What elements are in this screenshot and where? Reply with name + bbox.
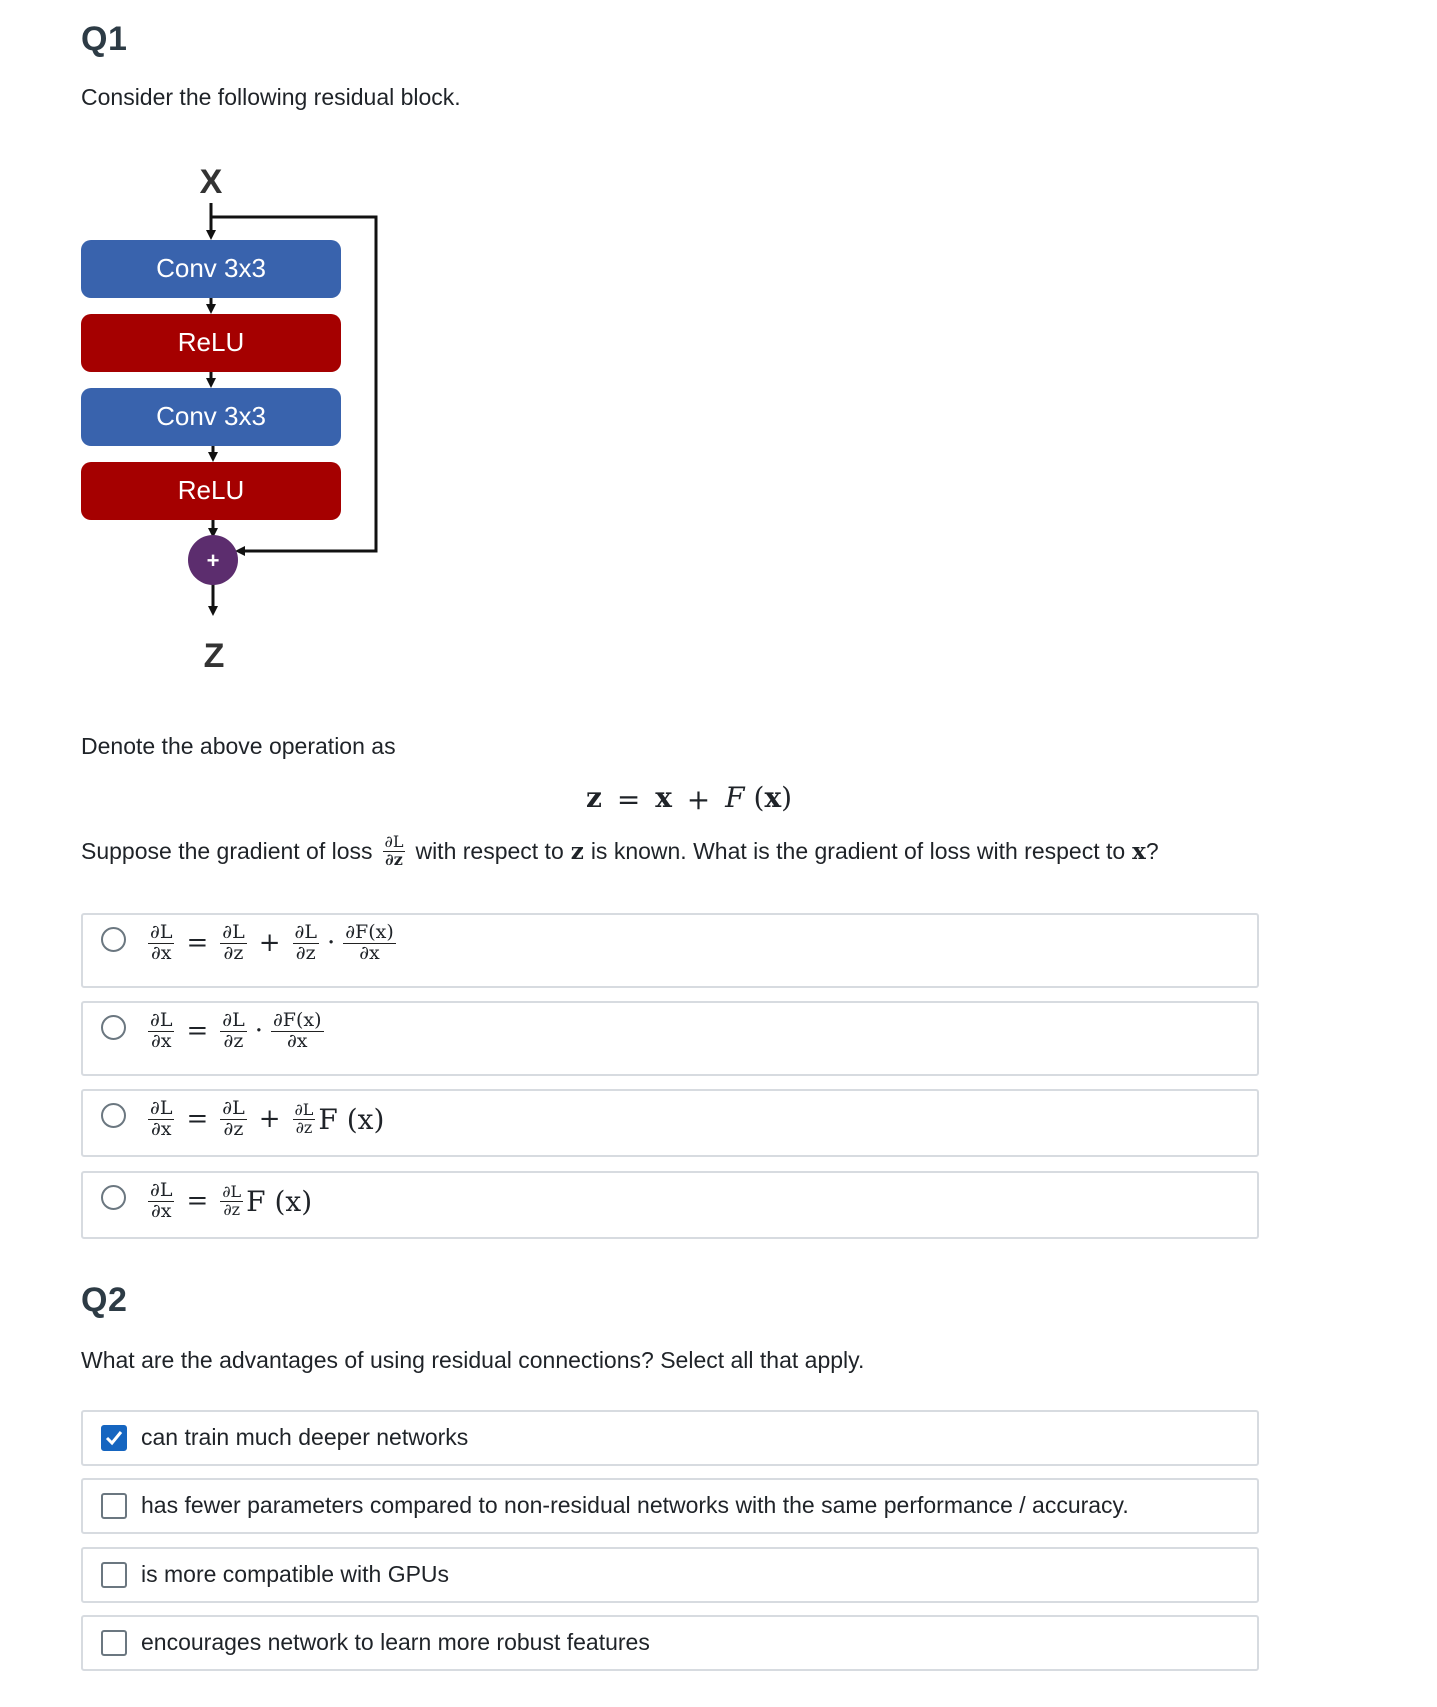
frac-den: ∂x: [150, 1029, 172, 1052]
frac-den: ∂z: [223, 1029, 244, 1052]
eq-lparen: (: [753, 781, 765, 814]
block-conv-2: [81, 388, 341, 446]
frac-num: ∂L: [150, 921, 173, 943]
residual-block-diagram: [70, 165, 400, 725]
q1-denote: Denote the above operation as: [81, 733, 396, 759]
block-relu-1-label: ReLU: [177, 327, 245, 357]
q1-question-x: x: [1132, 837, 1146, 865]
q2-question: What are the advantages of using residual connections? Select all that apply.: [81, 1347, 865, 1373]
sum-node: [188, 535, 238, 585]
frac-num: ∂L: [150, 1009, 173, 1031]
frac-num: ∂L: [222, 921, 245, 943]
plus-sign: +: [258, 928, 281, 959]
option-formula: [145, 1011, 327, 1052]
checkbox-checked[interactable]: [101, 1425, 127, 1451]
frac-num: ∂L: [294, 921, 317, 943]
frac-den: ∂z: [385, 849, 403, 869]
q1-question-frac: [383, 834, 406, 869]
dot-sign: ·: [254, 1016, 263, 1047]
q2-option-1[interactable]: [81, 1410, 1259, 1466]
radio-button[interactable]: [101, 927, 126, 952]
frac-num: ∂F(x): [345, 921, 394, 943]
frac-num: ∂L: [294, 1100, 314, 1120]
block-relu-1: [81, 314, 341, 372]
plus-sign: +: [258, 1104, 281, 1135]
frac-den: ∂x: [150, 1117, 172, 1140]
q1-option-2[interactable]: [81, 1001, 1259, 1076]
frac-den: ∂x: [150, 1199, 172, 1222]
frac-den: ∂x: [150, 941, 172, 964]
q2-option-4[interactable]: [81, 1615, 1259, 1671]
option-label: can train much deeper networks: [141, 1424, 469, 1450]
frac-den: ∂z: [295, 941, 316, 964]
eq-rparen: ): [781, 781, 793, 814]
frac-den: ∂z: [223, 941, 244, 964]
eq-F: F: [725, 781, 745, 814]
dot-sign: ·: [326, 928, 336, 959]
q1-question-end: ?: [1145, 837, 1159, 864]
equals-sign: =: [186, 928, 209, 959]
q1-question-before: Suppose the gradient of loss: [81, 837, 373, 864]
frac-num: ∂L: [150, 1179, 173, 1201]
radio-button[interactable]: [101, 1015, 126, 1040]
eq-x-arg: x: [764, 781, 782, 814]
equals-sign: =: [186, 1104, 209, 1135]
q1-question-middle: with respect to: [415, 837, 564, 864]
frac-num: ∂L: [222, 1097, 245, 1119]
q1-option-3[interactable]: [81, 1089, 1259, 1157]
option-formula: [145, 923, 399, 964]
option-label: is more compatible with GPUs: [141, 1561, 450, 1587]
eq-z: z: [586, 781, 602, 814]
q1-option-4[interactable]: [81, 1171, 1259, 1239]
checkbox[interactable]: [101, 1630, 127, 1656]
checkbox[interactable]: [101, 1493, 127, 1519]
q2-option-3[interactable]: [81, 1547, 1259, 1603]
equals-sign: =: [186, 1186, 209, 1217]
formula-tail: F (x): [246, 1184, 313, 1218]
sum-node-label: +: [206, 548, 220, 573]
frac-num: ∂F(x): [272, 1009, 322, 1031]
frac-den: ∂z: [295, 1117, 313, 1137]
equals-sign: =: [186, 1016, 209, 1047]
q1-question: [81, 834, 1159, 869]
eq-x: x: [655, 781, 672, 814]
frac-den: ∂x: [359, 941, 380, 964]
option-formula: [145, 1181, 312, 1222]
q1-question-after: is known. What is the gradient of loss with respect to: [590, 837, 1126, 864]
option-label: encourages network to learn more robust features: [141, 1629, 650, 1655]
block-conv-1: [81, 240, 341, 298]
q1-option-1[interactable]: [81, 913, 1259, 988]
frac-num: ∂L: [150, 1097, 173, 1119]
eq-plus: +: [686, 783, 711, 816]
diagram-output-label: Z: [203, 637, 225, 675]
block-conv-1-label: Conv 3x3: [156, 253, 266, 283]
q2-title: Q2: [81, 1281, 128, 1319]
block-relu-2: [81, 462, 341, 520]
option-formula: [145, 1099, 384, 1140]
frac-num: ∂L: [222, 1182, 242, 1202]
radio-button[interactable]: [101, 1103, 126, 1128]
q1-equation: [586, 781, 792, 816]
option-label: has fewer parameters compared to non-residual networks with the same performance / accuracy.: [141, 1492, 1129, 1518]
checkmark-icon: [104, 1428, 124, 1448]
block-conv-2-label: Conv 3x3: [156, 401, 266, 431]
q2-option-2[interactable]: [81, 1478, 1259, 1534]
formula-tail: F (x): [318, 1102, 385, 1136]
frac-num: ∂L: [222, 1009, 245, 1031]
q1-question-z: z: [570, 837, 584, 865]
q1-title: Q1: [81, 20, 128, 58]
eq-equals: =: [616, 783, 641, 816]
radio-button[interactable]: [101, 1185, 126, 1210]
frac-num: ∂L: [384, 832, 404, 851]
checkbox[interactable]: [101, 1562, 127, 1588]
diagram-input-label: X: [199, 165, 223, 201]
q1-intro: Consider the following residual block.: [81, 84, 461, 110]
frac-den: ∂z: [223, 1199, 241, 1219]
block-relu-2-label: ReLU: [177, 475, 245, 505]
frac-den: ∂x: [286, 1029, 308, 1052]
frac-den: ∂z: [223, 1117, 244, 1140]
